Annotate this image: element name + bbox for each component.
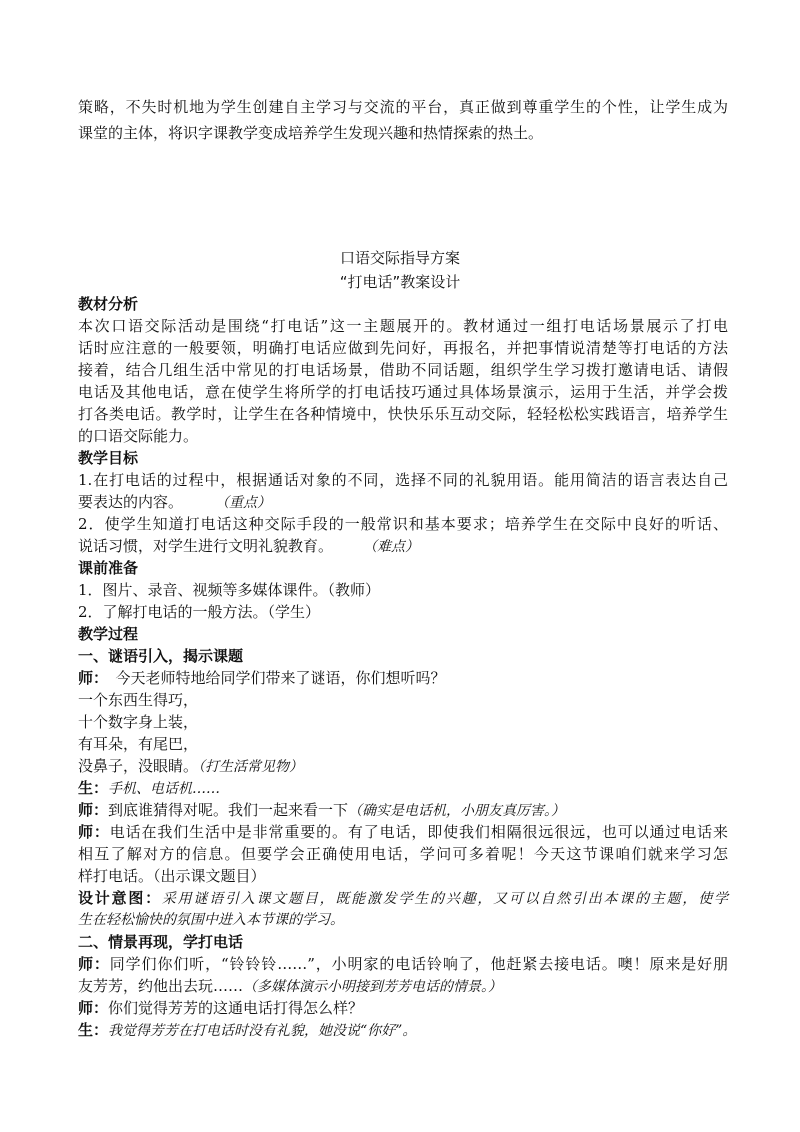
riddle-text: 没鼻子，没眼睛。 (78, 757, 199, 775)
analysis-line: 话时应注意的一般要领，明确打电话应做到先问好，再报名，并把事情说清楚等打电话的方法 (78, 339, 728, 357)
teacher-text: 今天老师特地给同学们带来了谜语，你们想听吗？ (100, 669, 446, 687)
riddle-note: （打生活常见物） (198, 759, 304, 775)
doc-subtitle: “打电话”教案设计 (339, 273, 461, 291)
teacher-line-4 (78, 954, 728, 974)
riddle-line-last (78, 756, 728, 777)
riddle-line: 有耳朵，有尾巴， (78, 735, 199, 753)
teacher-text: 电话在我们生活中是非常重要的。有了电话，即使我们相隔很远很远，也可以通过电话来 (109, 823, 728, 841)
step-2-heading: 二、情景再现，学打电话 (78, 933, 244, 951)
teacher-line-3-end: 样打电话。（出示课文题目） (78, 867, 266, 885)
teacher-label: 师： (78, 955, 110, 973)
intro-line-1: 策略，不失时机地为学生创建自主学习与交流的平台，真正做到尊重学生的个性，让学生成为 (78, 98, 728, 116)
student-text: 手机、电话机…… (108, 781, 221, 797)
student-line-1 (78, 778, 728, 799)
goal-2-line-1: 2．使学生知道打电话这种交际手段的一般常识和基本要求；培养学生在交际中良好的听话、 (78, 515, 728, 533)
goal-2-note: （难点） (363, 539, 420, 555)
teacher-line-2 (78, 800, 728, 821)
analysis-line: 电话及其他电话，意在使学生将所学的打电话技巧通过具体场景演示，运用于生活，并学会拨 (78, 383, 728, 401)
section-heading-process: 教学过程 (78, 625, 139, 643)
design-intent-line-2: 生在轻松愉快的氛围中进入本节课的学习。 (78, 912, 344, 928)
teacher-text: 你们觉得芳芳的这通电话打得怎么样？ (108, 999, 364, 1017)
teacher-note: （多媒体演示小明接到芳芳电话的情景。） (243, 979, 503, 995)
step-1-heading: 一、谜语引入，揭示课题 (78, 647, 244, 665)
teacher-label: 师： (78, 999, 109, 1017)
teacher-line-3-cont: 相互了解对方的信息。但要学会正确使用电话，学问可多着呢！今天这节课咱们就来学习怎 (78, 845, 728, 863)
prep-item-1: 1．图片、录音、视频等多媒体课件。（教师） (78, 581, 381, 599)
teacher-note: （确实是电话机，小朋友真厉害。） (348, 803, 566, 819)
prep-item-2: 2．了解打电话的一般方法。（学生） (78, 603, 321, 621)
teacher-label: 师： (78, 669, 101, 687)
student-label: 生： (78, 1021, 109, 1039)
teacher-text: 到底谁猜得对呢。我们一起来看一下 (108, 801, 349, 819)
riddle-line: 十个数字身上装， (78, 713, 199, 731)
design-intent-text: 采用谜语引入课文题目，既能激发学生的兴趣，又可以自然引出本课的主题，使学 (161, 891, 728, 907)
section-heading-goals: 教学目标 (78, 449, 139, 467)
goal-1-line-1: 1.在打电话的过程中，根据通话对象的不同，选择不同的礼貌用语。能用简洁的语言表达自己 (78, 471, 728, 489)
riddle-line: 一个东西生得巧， (78, 691, 199, 709)
analysis-line: 打各类电话。教学时，让学生在各种情境中，快快乐乐互动交际，轻轻松松实践语言，培养学生 (78, 405, 728, 423)
analysis-line: 的口语交际能力。 (78, 427, 199, 445)
section-heading-analysis: 教材分析 (78, 295, 139, 313)
doc-title: 口语交际指导方案 (339, 249, 460, 267)
teacher-line-1 (78, 668, 728, 688)
design-intent-label: 设计意图： (78, 889, 162, 907)
goal-2-text: 说话习惯，对学生进行文明礼貌教育。 (78, 537, 334, 555)
student-label: 生： (78, 779, 109, 797)
analysis-line: 接着，结合几组生活中常见的打电话场景，借助不同话题，组织学生学习拨打邀请电话、请假 (78, 361, 728, 379)
goal-2-line-2 (78, 536, 728, 557)
student-text: 我觉得芳芳在打电话时没有礼貌，她没说“你好”。 (108, 1023, 417, 1039)
intro-line-2: 课堂的主体，将识字课教学变成培养学生发现兴趣和热情探索的热土。 (78, 124, 544, 142)
student-line-2 (78, 1020, 728, 1041)
teacher-text: 友芳芳，约他出去玩…… (78, 977, 244, 995)
goal-1-note: （重点） (215, 495, 272, 511)
teacher-line-3 (78, 822, 728, 842)
design-intent-line-1 (78, 888, 728, 909)
goal-1-line-2 (78, 492, 728, 513)
section-heading-prep: 课前准备 (78, 559, 139, 577)
teacher-line-4-cont (78, 976, 728, 997)
teacher-line-5 (78, 998, 728, 1018)
analysis-line: 本次口语交际活动是围绕“打电话”这一主题展开的。教材通过一组打电话场景展示了打电 (78, 317, 728, 335)
goal-1-text: 要表达的内容。 (78, 493, 184, 511)
teacher-label: 师： (78, 823, 110, 841)
teacher-label: 师： (78, 801, 109, 819)
teacher-text: 同学们你们听，“铃铃铃……”，小明家的电话铃响了，他赶紧去接电话。噢！原来是好朋 (109, 955, 728, 973)
